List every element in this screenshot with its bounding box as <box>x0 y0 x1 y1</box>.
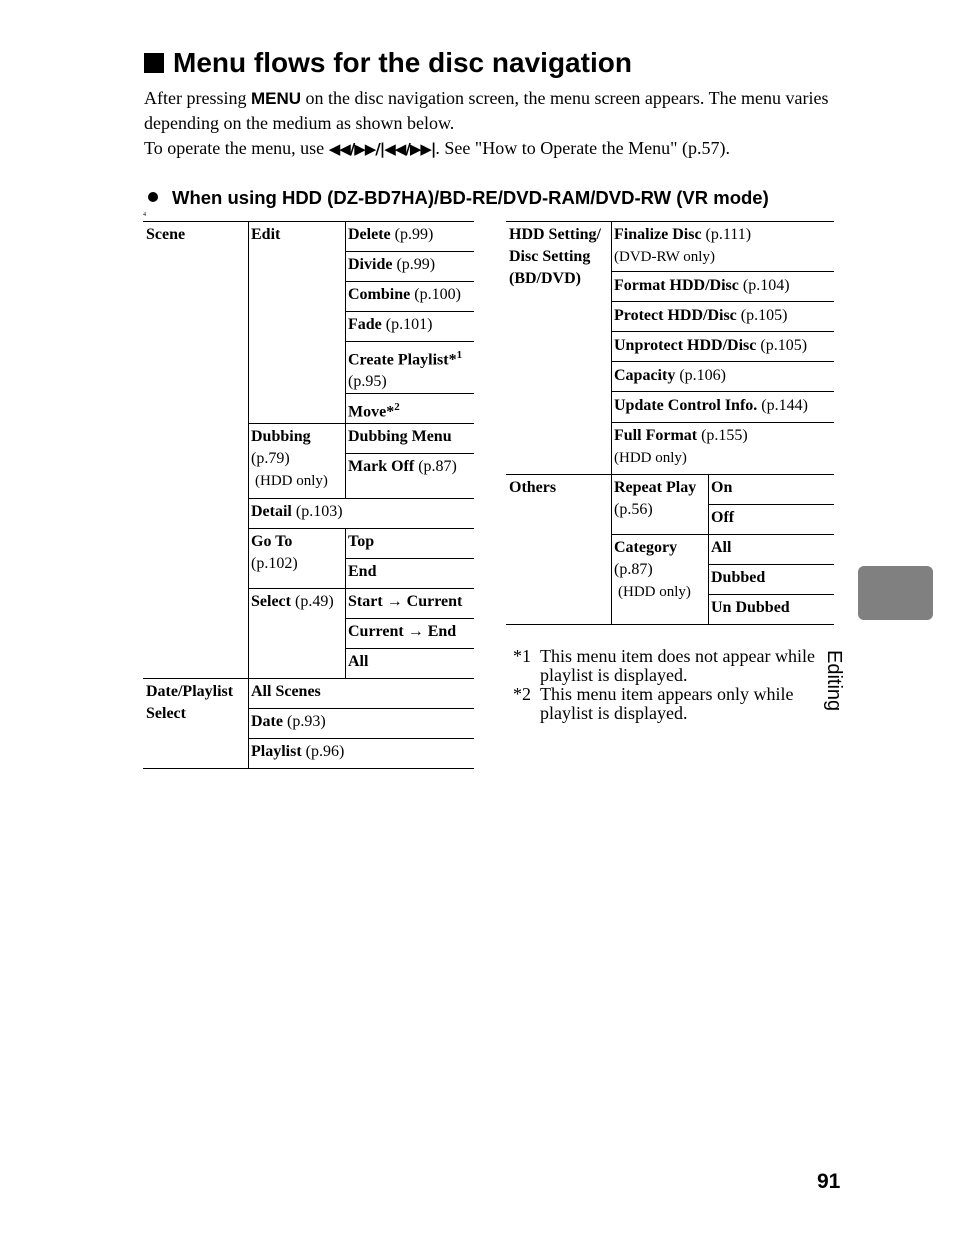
table-rule <box>345 648 474 649</box>
cell-start-current: Start → Current <box>348 593 463 610</box>
table-rule <box>611 534 834 535</box>
page-title-text: Menu flows for the disc navigation <box>173 47 632 78</box>
cell-format: Format HDD/Disc (p.104) <box>614 277 790 294</box>
cell-goto: Go To (p.102) <box>251 533 298 572</box>
cell-top: Top <box>348 533 375 550</box>
table-rule <box>611 221 612 624</box>
cell-category-all: All <box>711 539 732 556</box>
table-rule <box>708 564 834 565</box>
cell-all-scenes: All Scenes <box>251 683 321 700</box>
table-rule <box>345 558 474 559</box>
table-rule <box>611 391 834 392</box>
cell-edit: Edit <box>251 226 281 243</box>
table-rule <box>611 301 834 302</box>
square-bullet-icon <box>144 53 164 73</box>
table-rule <box>345 528 346 678</box>
cell-dubbed: Dubbed <box>711 569 766 586</box>
table-rule <box>611 361 834 362</box>
cell-current-end: Current → End <box>348 623 457 640</box>
table-rule <box>506 474 834 475</box>
table-rule <box>506 221 834 222</box>
footnote-1-text-a: This menu item does not appear while <box>540 646 815 666</box>
table-rule <box>345 311 474 312</box>
cell-dubbing: Dubbing (p.79) (HDD only) <box>251 428 328 489</box>
table-rule <box>345 251 474 252</box>
footnote-1-text-b: playlist is displayed. <box>540 665 688 685</box>
cell-off: Off <box>711 509 735 526</box>
bullet-dot-icon <box>148 192 158 202</box>
page-number: 91 <box>817 1170 841 1193</box>
table-rule <box>345 221 346 498</box>
subheading: When using HDD (DZ-BD7HA)/BD-RE/DVD-RAM/DVD-RW (VR mode) <box>148 186 769 210</box>
table-rule <box>248 588 474 589</box>
cell-divide: Divide (p.99) <box>348 256 436 273</box>
table-rule <box>708 474 709 624</box>
cell-select: Select (p.49) <box>251 593 334 610</box>
table-rule <box>143 678 474 679</box>
cell-repeat-play: Repeat Play (p.56) <box>614 479 697 518</box>
cell-others: Others <box>509 479 557 496</box>
cell-unprotect: Unprotect HDD/Disc (p.105) <box>614 337 808 354</box>
table-rule <box>611 271 834 272</box>
page-title <box>144 44 632 82</box>
cell-combine: Combine (p.100) <box>348 286 461 303</box>
cell-scene: Scene <box>146 226 186 243</box>
menu-button-label: MENU <box>250 89 302 108</box>
cell-end: End <box>348 563 377 580</box>
footnote-2-text-b: playlist is displayed. <box>540 703 688 723</box>
cell-capacity: Capacity (p.106) <box>614 367 726 384</box>
cell-create-playlist: Create Playlist*$^1$ (p.95) <box>348 349 463 391</box>
intro-text <box>144 86 844 162</box>
table-rule <box>248 738 474 739</box>
cell-playlist: Playlist (p.96) <box>251 743 345 760</box>
table-rule <box>506 624 834 625</box>
table-rule <box>708 594 834 595</box>
cell-on: On <box>711 479 733 496</box>
cell-hdd-setting: HDD Setting/ Disc Setting (BD/DVD) <box>509 226 601 287</box>
intro-paragraph-1: After pressing MENU on the disc navigation screen, the menu screen appears. The menu varies depending on the medium as shown below. <box>144 88 829 133</box>
cell-delete: Delete (p.99) <box>348 226 434 243</box>
table-rule <box>345 281 474 282</box>
table-rule <box>248 221 249 769</box>
intro-paragraph-2: To operate the menu, use ◀◀/▶▶/|◀◀/▶▶|. See "How to Operate the Menu" (p.57). <box>144 138 730 158</box>
cell-un-dubbed: Un Dubbed <box>711 599 790 616</box>
table-rule <box>611 422 834 423</box>
cell-all: All <box>348 653 369 670</box>
table-rule <box>248 708 474 709</box>
table-rule <box>143 221 474 222</box>
cell-full-format: Full Format (p.155) (HDD only) <box>614 427 748 466</box>
table-rule <box>143 768 474 769</box>
cell-detail: Detail (p.103) <box>251 503 343 520</box>
chapter-tab <box>858 566 933 620</box>
table-rule <box>611 331 834 332</box>
cell-mark-off: Mark Off (p.87) <box>348 458 457 475</box>
cell-protect: Protect HDD/Disc (p.105) <box>614 307 788 324</box>
cell-date-playlist: Date/Playlist Select <box>146 683 234 722</box>
footnote-1-mark: *1 <box>513 646 531 666</box>
footnote-2-mark: *2 <box>513 684 531 704</box>
cell-move: Move*$^2$ <box>348 401 400 421</box>
table-rule <box>345 618 474 619</box>
table-rule <box>248 528 474 529</box>
footnote-2-text-a: This menu item appears only while <box>540 684 794 704</box>
control-buttons-icon: ◀◀/▶▶/|◀◀/▶▶| <box>328 140 436 158</box>
cell-update-control: Update Control Info. (p.144) <box>614 397 808 414</box>
tiny-mark: 4 <box>143 212 146 218</box>
table-rule <box>345 453 474 454</box>
cell-date: Date (p.93) <box>251 713 326 730</box>
cell-fade: Fade (p.101) <box>348 316 433 333</box>
table-rule <box>248 498 474 499</box>
side-tab-label: Editing <box>823 650 845 712</box>
table-rule <box>345 341 474 342</box>
cell-category: Category (p.87) (HDD only) <box>614 539 691 600</box>
cell-finalize-disc: Finalize Disc (p.111) (DVD-RW only) <box>614 226 752 265</box>
table-rule <box>708 504 834 505</box>
cell-dubbing-menu: Dubbing Menu <box>348 428 452 445</box>
